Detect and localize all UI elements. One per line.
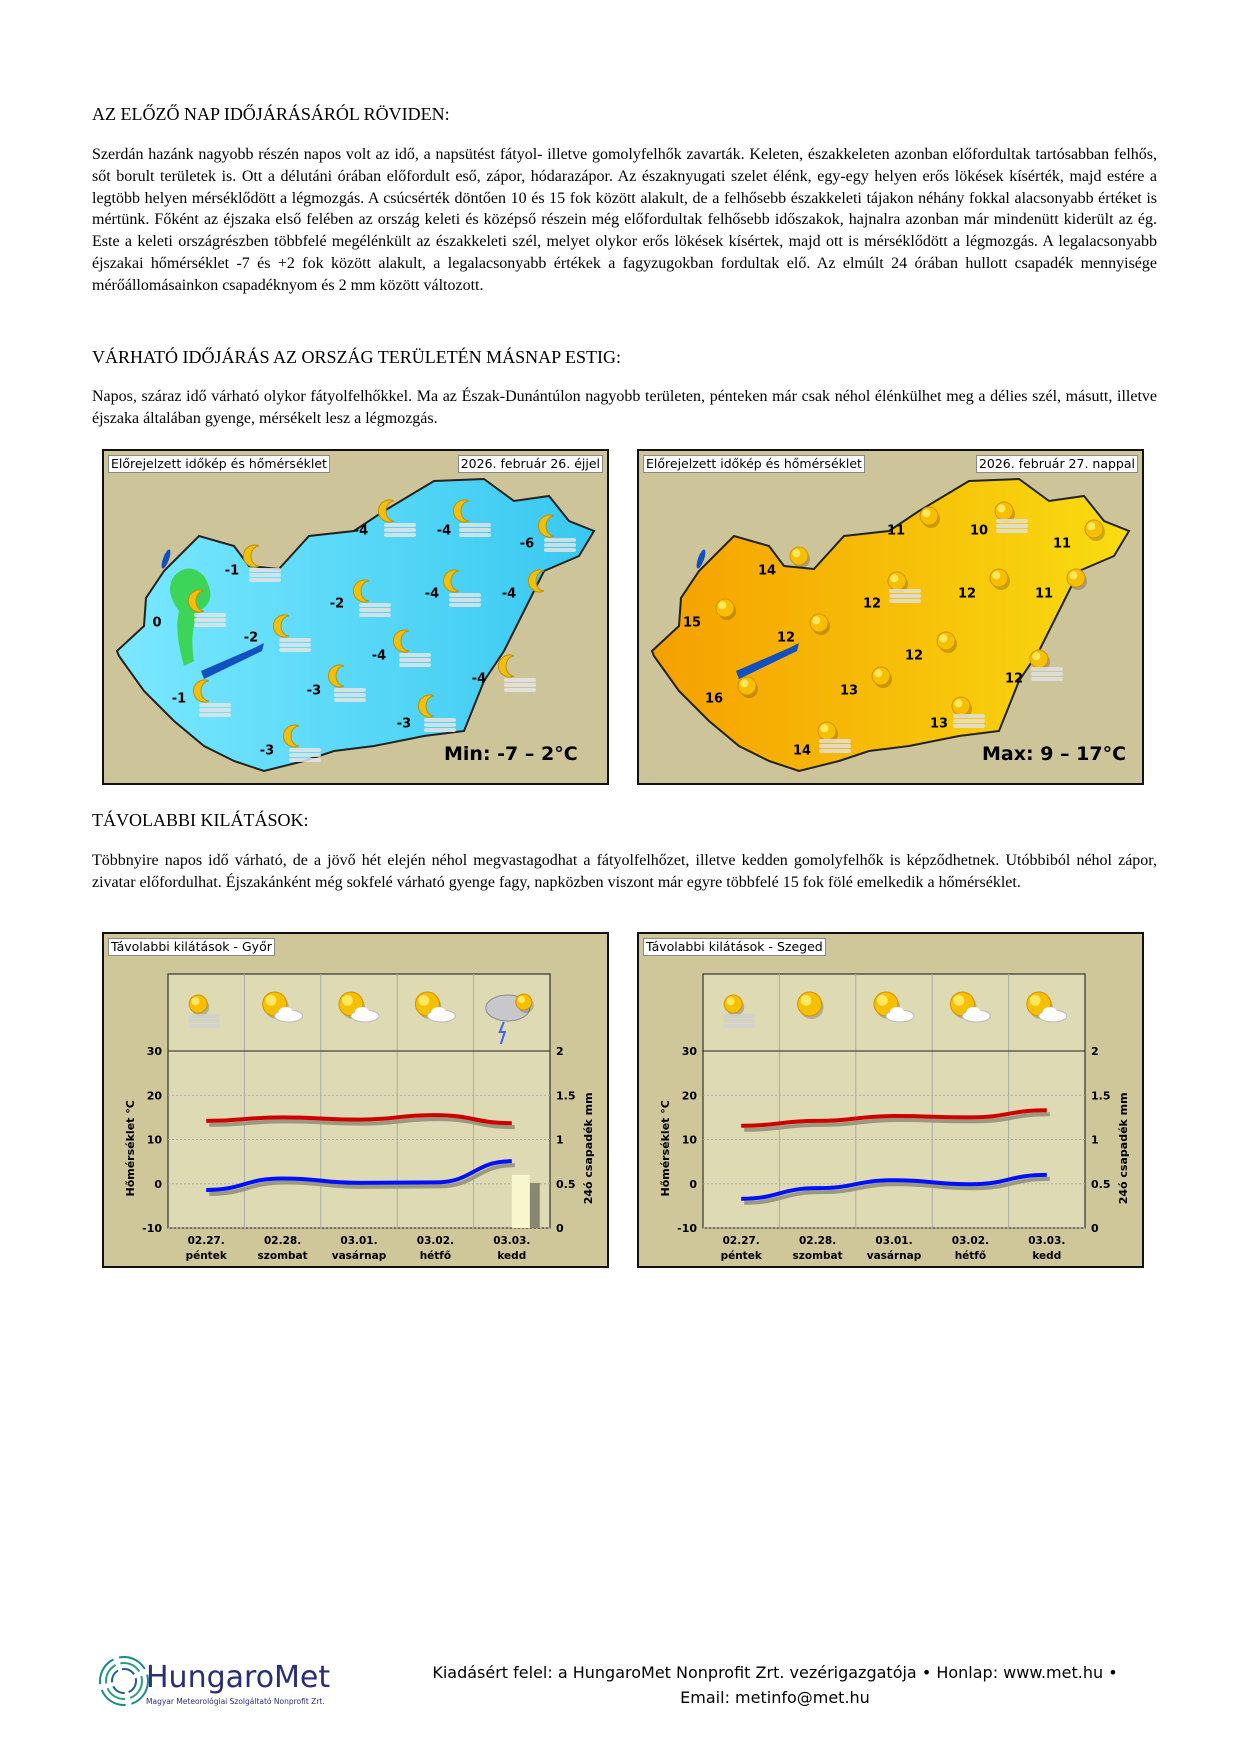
map-temperature-label: 16 <box>704 691 724 707</box>
footer-text <box>395 1660 1155 1710</box>
x-day-label: kedd <box>1032 1250 1062 1262</box>
y2-axis-label: 24ó csapadék mm <box>1117 1092 1130 1205</box>
y-tick-label: 30 <box>681 1045 697 1058</box>
y-tick-label: 0 <box>689 1177 697 1191</box>
y-tick-label: 10 <box>146 1133 162 1147</box>
map-temperature-label: -3 <box>259 743 275 759</box>
map-temperature-label: -1 <box>224 563 240 579</box>
map-temperature-label: -4 <box>371 648 387 664</box>
map-temperature-label: 14 <box>757 563 777 579</box>
map-temperature-label: 12 <box>862 596 882 612</box>
map-temperature-label: 11 <box>886 523 906 539</box>
logo-wordmark: HungaroMet <box>146 1660 331 1695</box>
chart-title: Távolabbi kilátások - Szeged <box>643 938 826 956</box>
x-day-label: hétfő <box>419 1250 452 1262</box>
y-tick-label: -10 <box>677 1222 697 1235</box>
map-temperature-label: -6 <box>519 536 535 552</box>
map-temperature-label: -4 <box>353 523 369 539</box>
map-temperature-label: -3 <box>396 716 412 732</box>
y2-tick-label: 2 <box>556 1045 564 1058</box>
y2-axis-label: 24ó csapadék mm <box>582 1092 595 1205</box>
x-day-label: szombat <box>792 1250 843 1262</box>
x-date-label: 02.28. <box>263 1235 302 1247</box>
x-date-label: 03.02. <box>951 1235 990 1247</box>
y2-tick-label: 0.5 <box>556 1177 576 1191</box>
map-temperature-label: 12 <box>776 630 796 646</box>
y2-tick-label: 2 <box>1091 1045 1099 1058</box>
map-temperature-label: -4 <box>471 671 487 687</box>
y2-tick-label: 1.5 <box>1091 1089 1111 1103</box>
outlook-text: Többnyire napos idő várható, de a jövő hét elején néhol megvastagodhat a fátyolfelhőzet, illetve kedden gomolyfelhők is képződhetnek. Utóbbiból néhol zápor, zivatar előfordulhat. Éjszakánként még sokfelé várható gyenge fagy, napközben viszont már egyre többfelé 15 fok fölé emelkedik a hőmérséklet. <box>92 852 1157 891</box>
map-temperature-range: Min: -7 – 2°C <box>444 743 578 765</box>
x-day-label: szombat <box>257 1250 308 1262</box>
precipitation-bar <box>512 1175 530 1228</box>
y-tick-label: 10 <box>681 1133 697 1147</box>
x-date-label: 03.01. <box>875 1235 913 1247</box>
x-day-label: péntek <box>720 1250 762 1262</box>
map-temperature-label: 12 <box>904 648 924 664</box>
map-temperature-label: 15 <box>682 615 702 631</box>
night-forecast-map <box>102 449 609 785</box>
section-heading-outlook: TÁVOLABBI KILÁTÁSOK: <box>92 810 309 830</box>
logo-subtitle: Magyar Meteorológiai Szolgáltató Nonprofit Zrt. <box>146 1697 325 1706</box>
map-title: Előrejelzett időkép és hőmérséklet <box>643 455 865 473</box>
x-date-label: 03.03. <box>1028 1235 1066 1247</box>
map-temperature-label: -3 <box>306 683 322 699</box>
map-temperature-label: 10 <box>969 523 989 539</box>
y2-tick-label: 1 <box>1091 1133 1099 1147</box>
y2-tick-label: 1.5 <box>556 1089 576 1103</box>
map-temperature-label: -1 <box>171 691 187 707</box>
x-day-label: hétfő <box>954 1250 987 1262</box>
x-date-label: 03.03. <box>493 1235 531 1247</box>
y-tick-label: 30 <box>146 1045 162 1058</box>
x-date-label: 02.27. <box>187 1235 225 1247</box>
map-date: 2026. február 26. éjjel <box>458 455 603 473</box>
map-temperature-label: 0 <box>152 615 162 631</box>
szeged-outlook-chart <box>637 932 1144 1268</box>
hungaromet-logo <box>98 1652 358 1710</box>
previous-day-text: Szerdán hazánk nagyobb részén napos volt az idő, a napsütést fátyol- illetve gomolyfelhők zavarták. Keleten, északkeleten azonban előfordultak tartósabban felhős, sőt borult területek is. Ott a délutáni órában előfordult eső, zápor, hódarazápor. Az északnyugati szelet élénk, egy-egy helyen erős lökések kísérték, majd estére a legtöbb helyen mérséklődött a légmozgás. A csúcsérték döntően 10 és 15 fok között alakult, de a felhősebb északkeleti tájakon néhány fokkal alacsonyabb értéket is mértünk. Főként az éjszaka első felében az ország keleti és középső részein még előfordultak felhősebb időszakok, hajnalra azonban már mindenütt kiderült az ég. Este a keleti országrészben többfelé megélénkült az északkeleti szél, melyet olykor erős lökések kísértek, majd ott is mérséklődött a légmozgás. A legalacsonyabb éjszakai hőmérséklet -7 és +2 fok között alakult, a legalacsonyabb értékek a fagyzugokban fordultak elő. Az elmúlt 24 órában hullott csapadék mennyisége mérőállomásainkon csapadéknyom és 2 mm között változott. <box>92 146 1157 294</box>
map-temperature-label: -2 <box>243 630 259 646</box>
map-temperature-label: 11 <box>1052 536 1072 552</box>
forecast-text: Napos, száraz idő várható olykor fátyolfelhőkkel. Ma az Észak-Dunántúlon nagyobb területen, pénteken már csak néhol élénkülhet meg a délies szél, másutt, illetve éjszaka általában gyenge, mérsékelt lesz a légmozgás. <box>92 388 1157 427</box>
map-temperature-label: 11 <box>1034 586 1054 602</box>
map-temperature-label: -4 <box>424 586 440 602</box>
x-day-label: vasárnap <box>866 1250 922 1262</box>
map-temperature-label: 12 <box>1004 671 1024 687</box>
y-axis-label: Hőmérséklet °C <box>659 1100 672 1197</box>
x-date-label: 02.28. <box>798 1235 837 1247</box>
x-day-label: kedd <box>497 1250 527 1262</box>
y-tick-label: 0 <box>154 1177 162 1191</box>
x-day-label: péntek <box>185 1250 227 1262</box>
footer-line-1: Kiadásért felel: a HungaroMet Nonprofit Zrt. vezérigazgatója • Honlap: www.met.hu • <box>432 1663 1118 1682</box>
y2-tick-label: 0 <box>1091 1222 1099 1235</box>
y-tick-label: 20 <box>681 1089 697 1103</box>
map-temperature-label: 14 <box>792 743 812 759</box>
map-temperature-label: -4 <box>501 586 517 602</box>
map-temperature-label: -4 <box>436 523 452 539</box>
day-forecast-map <box>637 449 1144 785</box>
map-date: 2026. február 27. nappal <box>976 455 1138 473</box>
map-temperature-label: 12 <box>957 586 977 602</box>
y2-tick-label: 1 <box>556 1133 564 1147</box>
section-heading-previous-day: AZ ELŐZŐ NAP IDŐJÁRÁSÁRÓL RÖVIDEN: <box>92 104 450 124</box>
gyor-outlook-chart <box>102 932 609 1268</box>
x-date-label: 02.27. <box>722 1235 760 1247</box>
map-temperature-label: 13 <box>839 683 859 699</box>
x-date-label: 03.02. <box>416 1235 455 1247</box>
y-axis-label: Hőmérséklet °C <box>124 1100 137 1197</box>
map-temperature-range: Max: 9 – 17°C <box>982 743 1127 765</box>
y2-tick-label: 0 <box>556 1222 564 1235</box>
section-heading-forecast: VÁRHATÓ IDŐJÁRÁS AZ ORSZÁG TERÜLETÉN MÁSNAP ESTIG: <box>92 347 622 367</box>
map-temperature-label: -2 <box>329 596 345 612</box>
x-date-label: 03.01. <box>340 1235 378 1247</box>
map-title: Előrejelzett időkép és hőmérséklet <box>108 455 330 473</box>
map-temperature-label: 13 <box>929 716 949 732</box>
y-tick-label: 20 <box>146 1089 162 1103</box>
footer-line-2: Email: metinfo@met.hu <box>680 1688 870 1707</box>
x-day-label: vasárnap <box>331 1250 387 1262</box>
chart-title: Távolabbi kilátások - Győr <box>108 938 275 956</box>
y-tick-label: -10 <box>142 1222 162 1235</box>
y2-tick-label: 0.5 <box>1091 1177 1111 1191</box>
